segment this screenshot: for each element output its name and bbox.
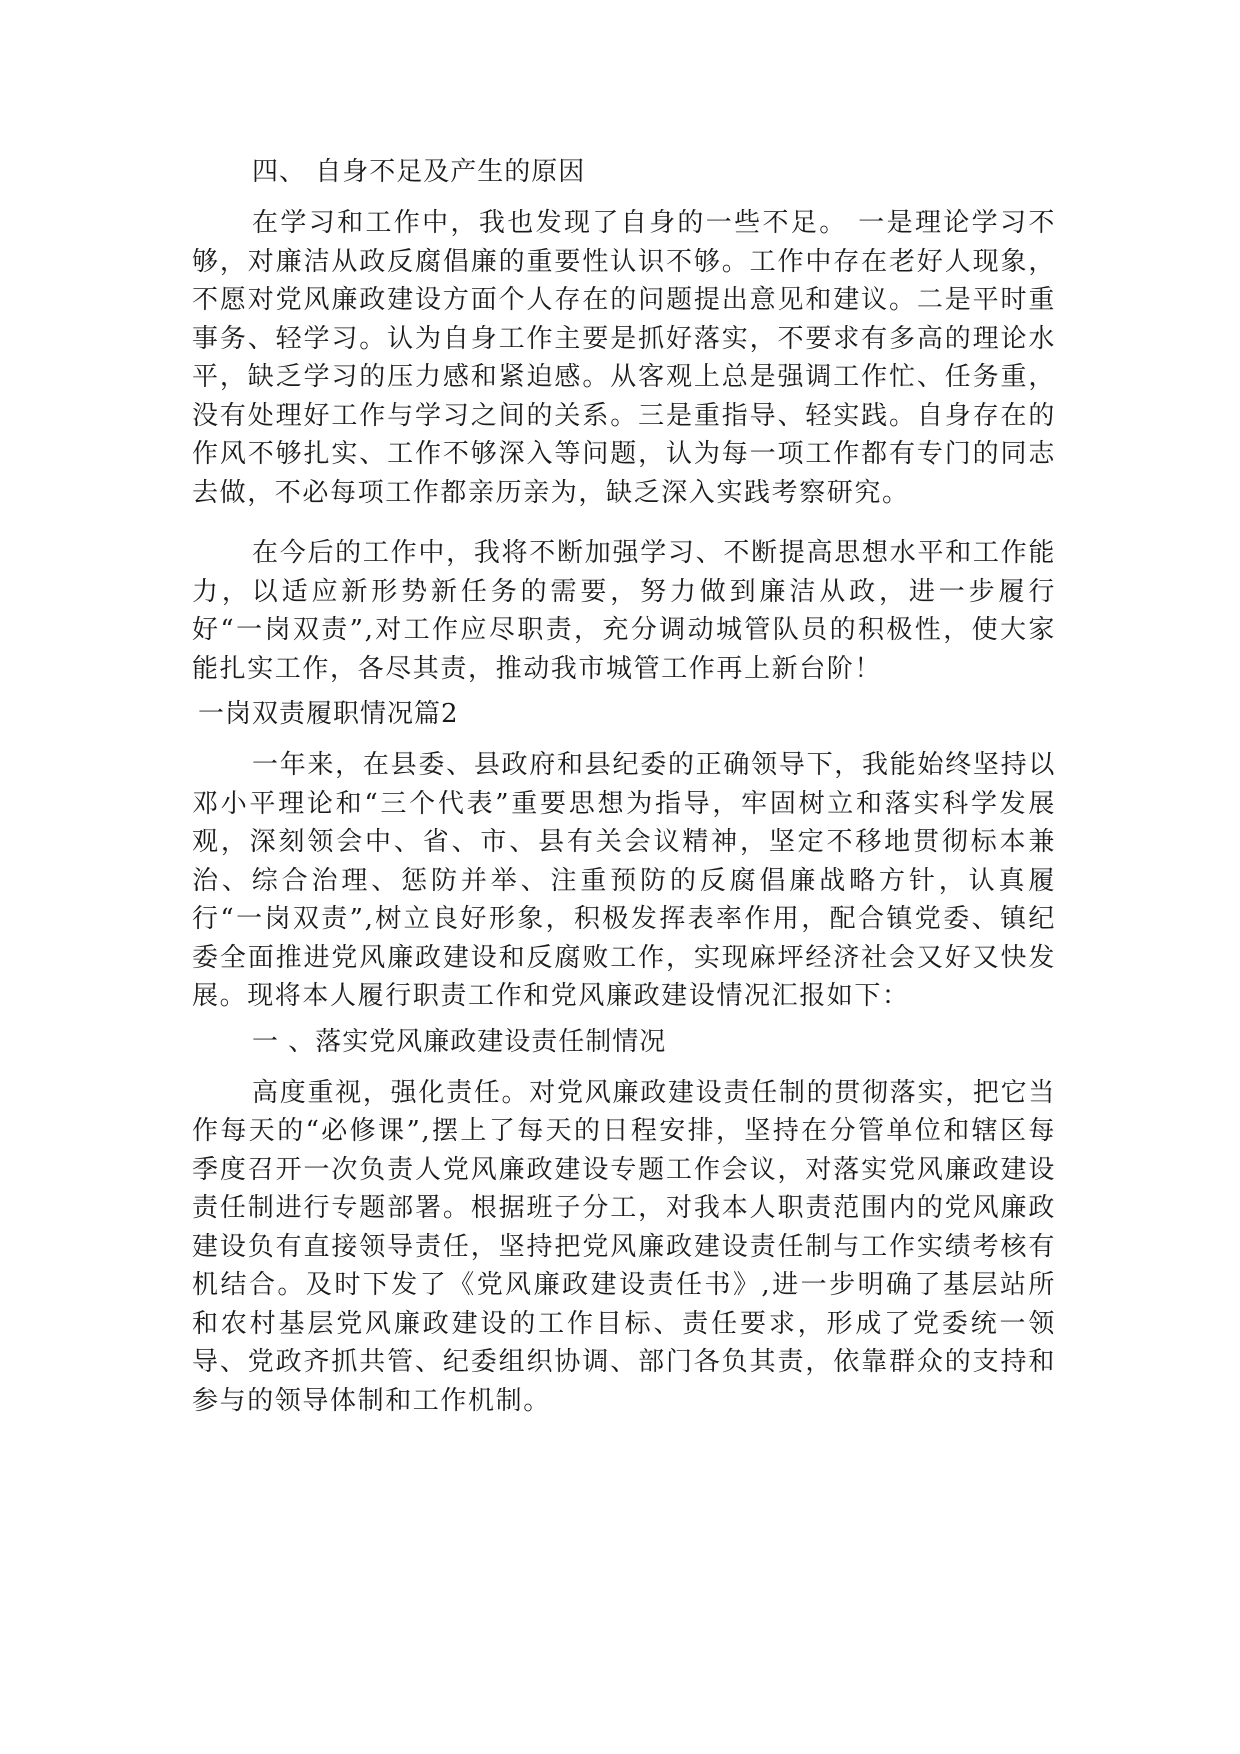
paragraph-future-work: 在今后的工作中，我将不断加强学习、不断提高思想水平和工作能力，以适应新形势新任务的需要，努力做到廉洁从政，进一步履行好“一岗双责”,对工作应尽职责，充分调动城管队员的积极性，使大家能扎实工作，各尽其责，推动我市城管工作再上新台阶！ [192,538,1056,684]
section-heading-1: 一 、落实党风廉政建设责任制情况 [252,1026,667,1057]
article-title: 一岗双责履职情况篇2 [198,699,459,729]
document-body [192,154,1056,1432]
section-heading-4: 四、 自身不足及产生的原因 [252,157,586,187]
paragraph-responsibility-system: 高度重视，强化责任。对党风廉政建设责任制的贯彻落实，把它当作每天的“必修课”,摆上了每天的日程安排，坚持在分管单位和辖区每季度召开一次负责人党风廉政建设专题工作会议，对落实党风廉政建设责任制进行专题部署。根据班子分工，对我本人职责范围内的党风廉政建设负有直接领导责任，坚持把党风廉政建设责任制与工作实绩考核有机结合。及时下发了《党风廉政建设责任书》,进一步明确了基层站所和农村基层党风廉政建设的工作目标、责任要求，形成了党委统一领导、党政齐抓共管、纪委组织协调、部门各负其责，依靠群众的支持和参与的领导体制和工作机制。 [192,1077,1056,1416]
paragraph-shortcomings: 在学习和工作中，我也发现了自身的一些不足。 一是理论学习不够，对廉洁从政反腐倡廉的重要性认识不够。工作中存在老好人现象，不愿对党风廉政建设方面个人存在的问题提出意见和建议。二是平时重事务、轻学习。认为自身工作主要是抓好落实，不要求有多高的理论水平，缺乏学习的压力感和紧迫感。从客观上总是强调工作忙、任务重，没有处理好工作与学习之间的关系。三是重指导、轻实践。自身存在的作风不够扎实、工作不够深入等问题，认为每一项工作都有专门的同志去做，不必每项工作都亲历亲为，缺乏深入实践考察研究。 [192,208,1056,508]
paragraph-introduction: 一年来，在县委、县政府和县纪委的正确领导下，我能始终坚持以邓小平理论和“三个代表”重要思想为指导，牢固树立和落实科学发展观，深刻领会中、省、市、县有关会议精神，坚定不移地贯彻标本兼治、综合治理、惩防并举、注重预防的反腐倡廉战略方针，认真履行“一岗双责”,树立良好形象，积极发挥表率作用，配合镇党委、镇纪委全面推进党风廉政建设和反腐败工作，实现麻坪经济社会又好又快发展。现将本人履行职责工作和党风廉政建设情况汇报如下： [192,750,1056,1011]
